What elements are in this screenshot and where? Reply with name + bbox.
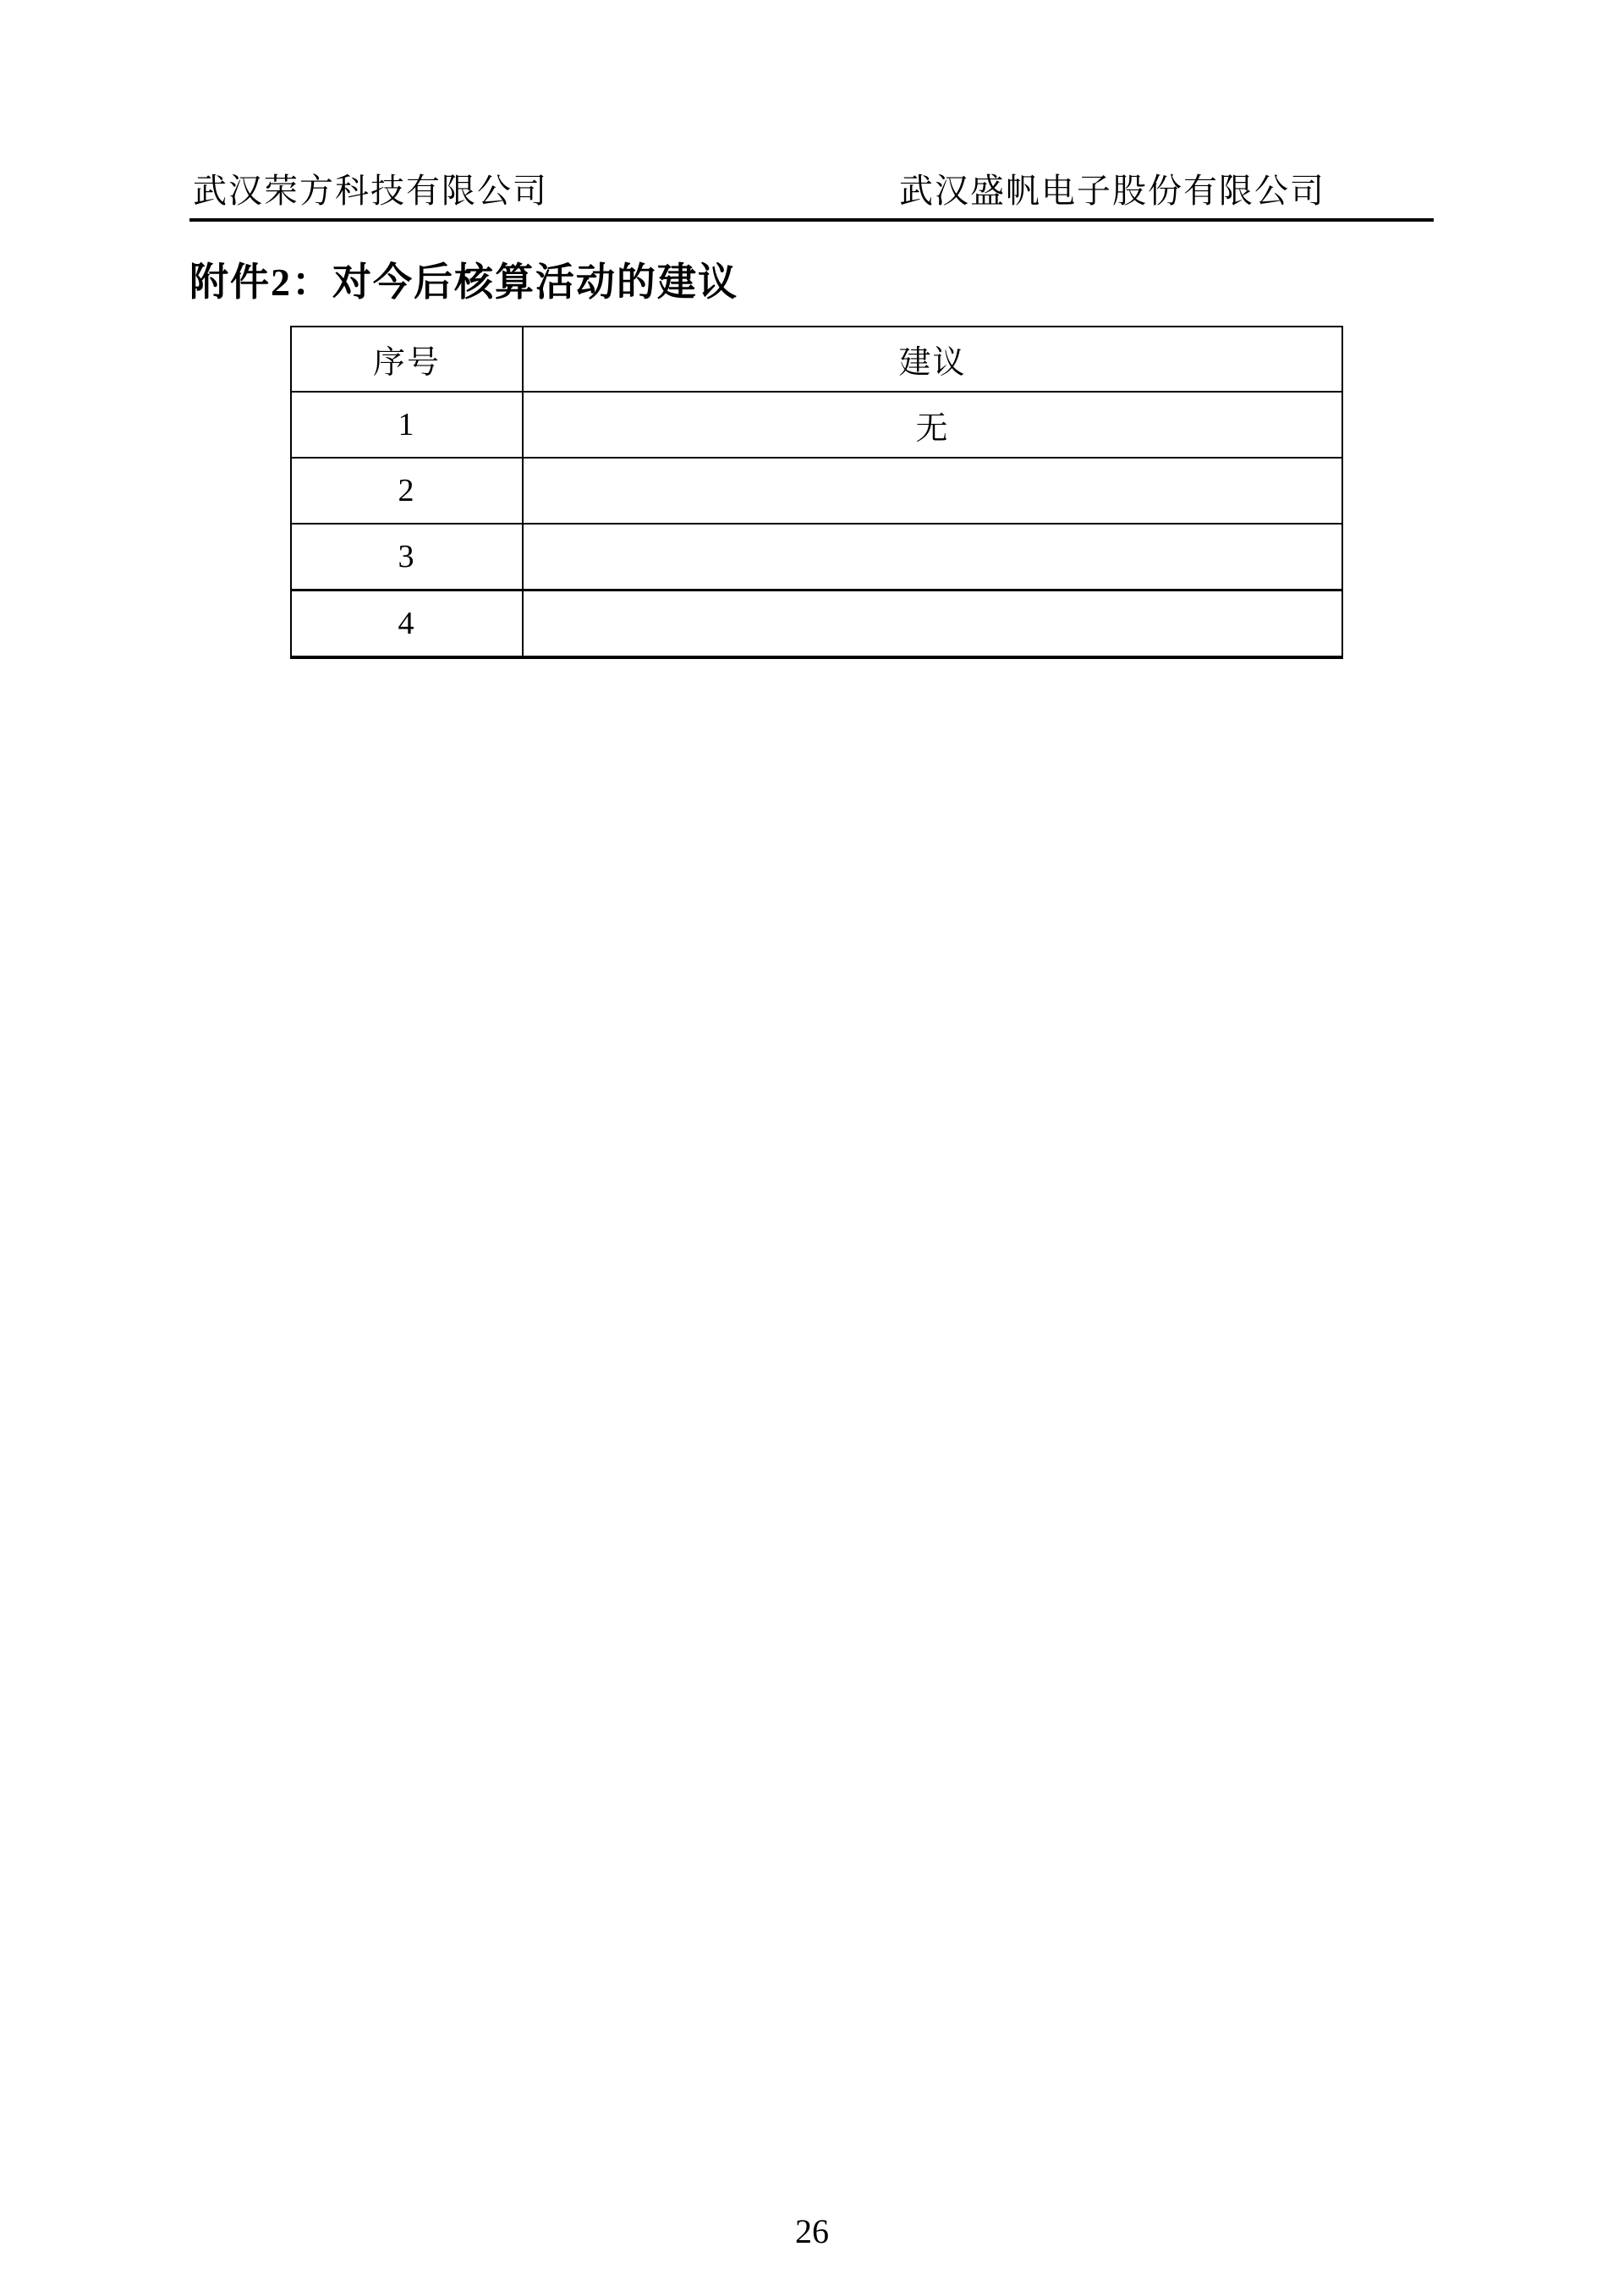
row-suggestion-cell [523,590,1342,658]
row-index-cell: 4 [291,590,523,658]
column-header-index: 序号 [291,327,523,392]
row-suggestion-cell: 无 [523,392,1342,458]
page-number: 26 [795,2212,829,2250]
row-index-cell: 1 [291,392,523,458]
table-row [291,458,1342,524]
column-header-suggestion: 建议 [523,327,1342,392]
row-suggestion-cell [523,458,1342,524]
table-header-row [291,327,1342,392]
suggestions-table [290,326,1343,659]
header-rule [189,218,1434,222]
table-row [291,524,1342,590]
row-index-cell: 3 [291,524,523,590]
row-suggestion-cell [523,524,1342,590]
header-left-company: 武汉荣方科技有限公司 [193,172,548,210]
header-right-company: 武汉盛帆电子股份有限公司 [899,172,1325,210]
attachment-title: 附件2：对今后核算活动的建议 [189,261,738,304]
table-row [291,392,1342,458]
row-index-cell: 2 [291,458,523,524]
table-row [291,590,1342,658]
